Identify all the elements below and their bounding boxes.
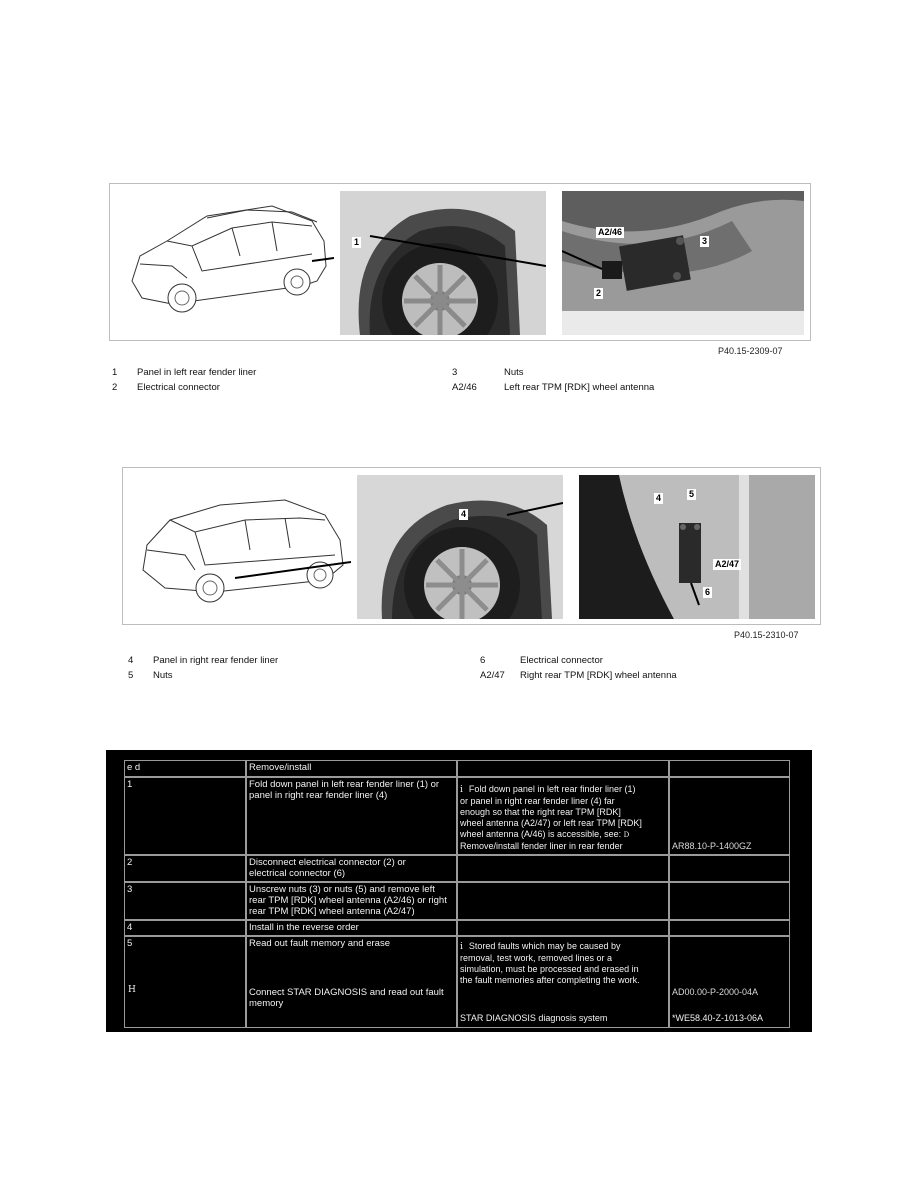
photo-fender-liner-right bbox=[357, 475, 563, 619]
note-line: enough so that the right rear TPM [RDK] bbox=[460, 807, 621, 817]
legend-figure1 bbox=[112, 367, 712, 397]
legend-num: 2 bbox=[112, 382, 118, 393]
legend-text: Panel in right rear fender liner bbox=[153, 655, 279, 666]
action-line: electrical connector (6) bbox=[249, 868, 346, 879]
legend-text: Electrical connector bbox=[520, 655, 603, 666]
info-icon: i bbox=[460, 942, 463, 952]
action-line: Disconnect electrical connector (2) or bbox=[249, 857, 406, 868]
legend-num: 4 bbox=[128, 655, 134, 666]
note-line: the fault memories after completing the work. bbox=[460, 975, 640, 985]
note-line: STAR DIAGNOSIS diagnosis system bbox=[460, 1013, 608, 1023]
legend-num: 6 bbox=[480, 655, 486, 666]
figure-right-rear bbox=[122, 467, 821, 625]
table-row-ref bbox=[669, 777, 790, 855]
callout-4b: 4 bbox=[656, 493, 662, 503]
legend-num: A2/46 bbox=[452, 382, 477, 393]
table-row bbox=[124, 855, 246, 882]
table-header-cell bbox=[246, 760, 457, 777]
legend-text: Electrical connector bbox=[137, 382, 220, 393]
action-line: rear TPM [RDK] wheel antenna (A2/46) or right bbox=[249, 895, 447, 906]
legend-text: Right rear TPM [RDK] wheel antenna bbox=[520, 670, 677, 681]
header-col2: Remove/install bbox=[249, 762, 312, 773]
step-number: 2 bbox=[127, 857, 133, 868]
callout-a2-46: A2/46 bbox=[598, 227, 623, 237]
table-row bbox=[124, 920, 246, 936]
table-row bbox=[124, 777, 246, 855]
figure-code: P40.15-2310-07 bbox=[734, 630, 799, 640]
ref-code[interactable]: *WE58.40-Z-1013-06A bbox=[672, 1013, 764, 1023]
photo-antenna-left bbox=[562, 191, 804, 335]
legend-text: Panel in left rear fender liner bbox=[137, 367, 257, 378]
legend-figure2 bbox=[128, 655, 728, 685]
table-row-note bbox=[457, 882, 669, 920]
table-row-note bbox=[457, 777, 669, 855]
vehicle-drawing-right bbox=[125, 470, 351, 622]
step-number: 3 bbox=[127, 884, 133, 895]
legend-num: 1 bbox=[112, 367, 118, 378]
table-row-note bbox=[457, 920, 669, 936]
action-line: Unscrew nuts (3) or nuts (5) and remove left bbox=[249, 884, 435, 895]
action-line: rear TPM [RDK] wheel antenna (A2/47) bbox=[249, 906, 415, 917]
table-row bbox=[246, 882, 457, 920]
action-line: Fold down panel in left rear fender liner (1) or bbox=[249, 779, 440, 790]
legend-num: A2/47 bbox=[480, 670, 505, 681]
callout-4: 4 bbox=[461, 509, 467, 519]
table-row bbox=[246, 777, 457, 855]
table-row-ref bbox=[669, 855, 790, 882]
sub-action-line: Connect STAR DIAGNOSIS and read out fault bbox=[249, 987, 444, 998]
table-row bbox=[124, 936, 246, 1028]
callout-a2-47: A2/47 bbox=[715, 559, 740, 569]
sub-step-marker: H bbox=[128, 985, 136, 995]
note-line: Fold down panel in left rear finder liner (1) bbox=[468, 784, 636, 794]
note-link[interactable]: Remove/install fender liner in rear fender bbox=[460, 841, 623, 851]
table-row-ref bbox=[669, 882, 790, 920]
table-row bbox=[246, 936, 457, 1028]
action-line: panel in right rear fender liner (4) bbox=[249, 790, 388, 801]
legend-num: 3 bbox=[452, 367, 458, 378]
step-number: 1 bbox=[127, 779, 133, 790]
sub-action-line: memory bbox=[249, 998, 284, 1009]
callout-3: 3 bbox=[702, 236, 708, 246]
legend-num: 5 bbox=[128, 670, 134, 681]
callout-6: 6 bbox=[705, 587, 711, 597]
table-row bbox=[246, 855, 457, 882]
callout-5: 5 bbox=[689, 489, 695, 499]
table-header-cell bbox=[457, 760, 669, 777]
note-line: Stored faults which may be caused by bbox=[468, 941, 621, 951]
legend-text: Nuts bbox=[153, 670, 173, 681]
step-number: 5 bbox=[127, 938, 133, 949]
table-row-ref bbox=[669, 936, 790, 1028]
action-line: Read out fault memory and erase bbox=[249, 938, 390, 949]
note-line: wheel antenna (A2/47) or left rear TPM [RDK] bbox=[460, 818, 642, 828]
ref-code[interactable]: AD00.00-P-2000-04A bbox=[672, 987, 759, 997]
photo-fender-liner-left bbox=[340, 191, 546, 335]
callout-1: 1 bbox=[354, 237, 360, 247]
info-icon: i bbox=[460, 785, 463, 795]
legend-text: Nuts bbox=[504, 367, 524, 378]
action-line: Install in the reverse order bbox=[249, 922, 359, 933]
figure-code: P40.15-2309-07 bbox=[718, 346, 783, 356]
figure-left-rear bbox=[109, 183, 811, 341]
note-line: or panel in right rear fender liner (4) far bbox=[460, 796, 615, 806]
table-header-cell bbox=[669, 760, 790, 777]
photo-antenna-right bbox=[579, 475, 815, 619]
vehicle-drawing-left bbox=[112, 186, 334, 338]
step-number: 4 bbox=[127, 922, 133, 933]
callout-2: 2 bbox=[596, 288, 602, 298]
legend-text: Left rear TPM [RDK] wheel antenna bbox=[504, 382, 655, 393]
table-row-ref bbox=[669, 920, 790, 936]
table-row bbox=[246, 920, 457, 936]
note-line: simulation, must be processed and erased in bbox=[460, 964, 639, 974]
note-line: wheel antenna (A/46) is accessible, see: bbox=[460, 829, 622, 839]
ref-code[interactable]: AR88.10-P-1400GZ bbox=[672, 841, 752, 851]
link-marker: D bbox=[623, 831, 630, 839]
table-row bbox=[124, 882, 246, 920]
note-line: removal, test work, removed lines or a bbox=[460, 953, 613, 963]
table-row-note bbox=[457, 855, 669, 882]
procedure-table bbox=[106, 750, 812, 1032]
table-row-note bbox=[457, 936, 669, 1028]
table-header-cell bbox=[124, 760, 246, 777]
header-col1: e d bbox=[127, 762, 141, 773]
